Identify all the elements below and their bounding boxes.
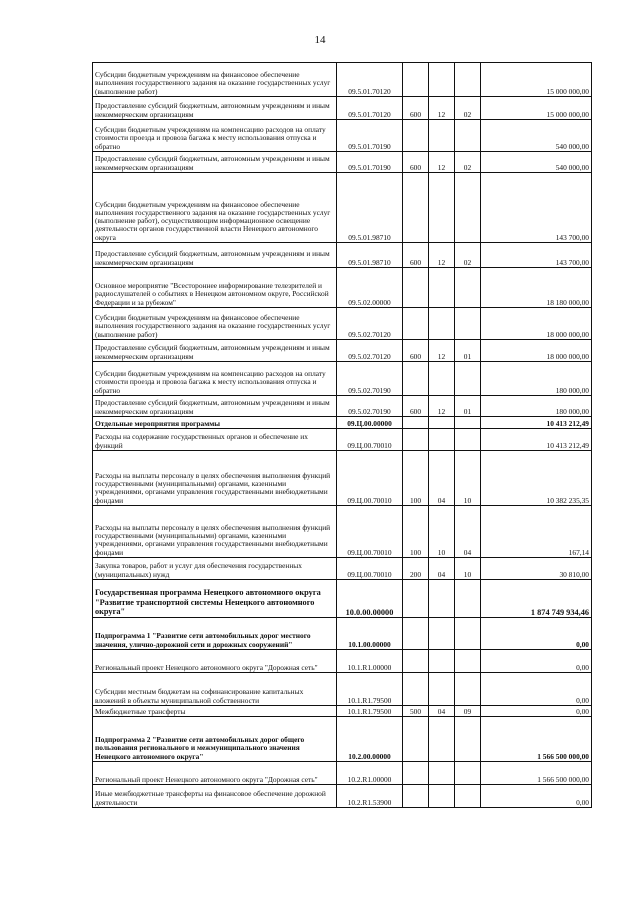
- budget-table-body: [93, 63, 592, 808]
- amount: 1 566 500 000,00: [481, 762, 592, 785]
- table-row: [93, 451, 592, 506]
- subsection-code: 09: [455, 706, 481, 717]
- section-code: [429, 362, 455, 396]
- table-row: [93, 417, 592, 429]
- amount: 15 000 000,00: [481, 97, 592, 120]
- section-code: [429, 63, 455, 97]
- expense-type-code: 600: [403, 340, 429, 362]
- table-row: [93, 717, 592, 762]
- section-code: 12: [429, 97, 455, 120]
- subsection-code: [455, 308, 481, 340]
- table-row: [93, 308, 592, 340]
- table-row: [93, 243, 592, 268]
- expense-type-code: 100: [403, 506, 429, 558]
- target-article-code: 09.5.01.70190: [337, 152, 403, 173]
- expense-name: Предоставление субсидий бюджетным, автономным учреждениям и иным некоммерческим организациям: [93, 340, 337, 362]
- subsection-code: 10: [455, 451, 481, 506]
- subsection-code: [455, 717, 481, 762]
- expense-type-code: 200: [403, 558, 429, 580]
- section-code: 12: [429, 243, 455, 268]
- section-code: 10: [429, 506, 455, 558]
- table-row: [93, 152, 592, 173]
- subsection-code: 01: [455, 340, 481, 362]
- section-code: [429, 785, 455, 808]
- subsection-code: [455, 618, 481, 650]
- section-code: [429, 417, 455, 429]
- expense-name: Основное мероприятие "Всестороннее информирование телезрителей и радиослушателей о событиях в Ненецком автономном округе, Российской Федерации и за рубежом": [93, 268, 337, 308]
- expense-name: Субсидии местным бюджетам на софинансирование капитальных вложений в объекты муниципальной собственности: [93, 673, 337, 706]
- expense-type-code: [403, 120, 429, 152]
- expense-type-code: [403, 417, 429, 429]
- section-code: [429, 429, 455, 451]
- section-code: [429, 762, 455, 785]
- table-row: [93, 785, 592, 808]
- section-code: 04: [429, 451, 455, 506]
- expense-name: Предоставление субсидий бюджетным, автономным учреждениям и иным некоммерческим организациям: [93, 152, 337, 173]
- amount: 0,00: [481, 673, 592, 706]
- expense-name: Расходы на выплаты персоналу в целях обеспечения выполнения функций государственными (муниципальными) органами, казенными учреждениями, органами управления государственными внебюджетными фондами: [93, 451, 337, 506]
- expense-name: Государственная программа Ненецкого автономного округа "Развитие транспортной системы Ненецкого автономного округа": [93, 580, 337, 618]
- amount: 0,00: [481, 706, 592, 717]
- amount: 10 413 212,49: [481, 429, 592, 451]
- amount: 10 413 212,49: [481, 417, 592, 429]
- target-article-code: 09.5.02.70190: [337, 396, 403, 417]
- expense-name: Расходы на содержание государственных органов и обеспечение их функций: [93, 429, 337, 451]
- table-row: [93, 120, 592, 152]
- subsection-code: 02: [455, 152, 481, 173]
- subsection-code: [455, 362, 481, 396]
- expense-name: Субсидии бюджетным учреждениям на финансовое обеспечение выполнения государственного задания на оказание государственных услуг (выполнение работ): [93, 63, 337, 97]
- expense-type-code: [403, 717, 429, 762]
- table-row: [93, 580, 592, 618]
- table-row: [93, 706, 592, 717]
- expense-name: Иные межбюджетные трансферты на финансовое обеспечение дорожной деятельности: [93, 785, 337, 808]
- expense-name: Субсидии бюджетным учреждениям на компенсацию расходов на оплату стоимости проезда и провоза багажа к месту использования отпуска и обратно: [93, 362, 337, 396]
- subsection-code: [455, 580, 481, 618]
- amount: 0,00: [481, 785, 592, 808]
- expense-name: Расходы на выплаты персоналу в целях обеспечения выполнения функций государственными (муниципальными) органами, казенными учреждениями, органами управления государственными внебюджетными фондами: [93, 506, 337, 558]
- target-article-code: 10.1.00.00000: [337, 618, 403, 650]
- amount: 10 382 235,35: [481, 451, 592, 506]
- target-article-code: 10.2.00.00000: [337, 717, 403, 762]
- section-code: [429, 673, 455, 706]
- subsection-code: [455, 762, 481, 785]
- table-row: [93, 396, 592, 417]
- section-code: 12: [429, 152, 455, 173]
- amount: 18 180 000,00: [481, 268, 592, 308]
- table-row: [93, 618, 592, 650]
- expense-name: Предоставление субсидий бюджетным, автономным учреждениям и иным некоммерческим организациям: [93, 243, 337, 268]
- expense-name: Предоставление субсидий бюджетным, автономным учреждениям и иным некоммерческим организациям: [93, 97, 337, 120]
- subsection-code: 10: [455, 558, 481, 580]
- expense-name: Закупка товаров, работ и услуг для обеспечения государственных (муниципальных) нужд: [93, 558, 337, 580]
- section-code: 04: [429, 558, 455, 580]
- target-article-code: 09.5.02.70120: [337, 340, 403, 362]
- amount: 143 700,00: [481, 173, 592, 243]
- expense-name: Подпрограмма 1 "Развитие сети автомобильных дорог местного значения, улично-дорожной сети и дорожных сооружений": [93, 618, 337, 650]
- section-code: [429, 618, 455, 650]
- target-article-code: 10.2.R1.53900: [337, 785, 403, 808]
- subsection-code: 02: [455, 243, 481, 268]
- table-row: [93, 63, 592, 97]
- expense-name: Предоставление субсидий бюджетным, автономным учреждениям и иным некоммерческим организациям: [93, 396, 337, 417]
- expense-name: Подпрограмма 2 "Развитие сети автомобильных дорог общего пользования регионального и межмуниципального значения Ненецкого автономного округа": [93, 717, 337, 762]
- target-article-code: 09.5.02.70190: [337, 362, 403, 396]
- target-article-code: 09.5.01.70120: [337, 97, 403, 120]
- table-row: [93, 429, 592, 451]
- target-article-code: 09.5.02.00000: [337, 268, 403, 308]
- table-row: [93, 173, 592, 243]
- expense-type-code: [403, 268, 429, 308]
- subsection-code: [455, 429, 481, 451]
- expense-name: Региональный проект Ненецкого автономного округа "Дорожная сеть": [93, 762, 337, 785]
- expense-name: Отдельные мероприятия программы: [93, 417, 337, 429]
- expense-name: Субсидии бюджетным учреждениям на финансовое обеспечение выполнения государственного задания на оказание государственных услуг (выполнение работ), осуществляющим информационное освещение деятельности органов государственной власти Ненецкого автономного округа: [93, 173, 337, 243]
- amount: 540 000,00: [481, 120, 592, 152]
- target-article-code: 10.2.R1.00000: [337, 762, 403, 785]
- amount: 18 000 000,00: [481, 340, 592, 362]
- subsection-code: 02: [455, 97, 481, 120]
- section-code: 04: [429, 706, 455, 717]
- subsection-code: [455, 63, 481, 97]
- amount: 143 700,00: [481, 243, 592, 268]
- amount: 1 874 749 934,46: [481, 580, 592, 618]
- target-article-code: 10.1.R1.79500: [337, 706, 403, 717]
- section-code: [429, 717, 455, 762]
- section-code: [429, 268, 455, 308]
- target-article-code: 09.5.02.70120: [337, 308, 403, 340]
- amount: 167,14: [481, 506, 592, 558]
- expense-type-code: 500: [403, 706, 429, 717]
- table-row: [93, 362, 592, 396]
- subsection-code: 01: [455, 396, 481, 417]
- target-article-code: 09.Ц.00.70010: [337, 429, 403, 451]
- section-code: 12: [429, 340, 455, 362]
- expense-type-code: [403, 673, 429, 706]
- target-article-code: 09.Ц.00.70010: [337, 558, 403, 580]
- amount: 1 566 500 000,00: [481, 717, 592, 762]
- subsection-code: [455, 650, 481, 673]
- table-row: [93, 558, 592, 580]
- subsection-code: [455, 417, 481, 429]
- amount: 180 000,00: [481, 396, 592, 417]
- expense-type-code: 600: [403, 243, 429, 268]
- subsection-code: 04: [455, 506, 481, 558]
- target-article-code: 09.Ц.00.70010: [337, 451, 403, 506]
- section-code: [429, 650, 455, 673]
- expense-type-code: [403, 308, 429, 340]
- amount: 30 810,00: [481, 558, 592, 580]
- section-code: [429, 120, 455, 152]
- section-code: 12: [429, 396, 455, 417]
- expense-name: Межбюджетные трансферты: [93, 706, 337, 717]
- expense-type-code: [403, 173, 429, 243]
- section-code: [429, 308, 455, 340]
- expense-name: Субсидии бюджетным учреждениям на финансовое обеспечение выполнения государственного задания на оказание государственных услуг (выполнение работ): [93, 308, 337, 340]
- subsection-code: [455, 785, 481, 808]
- expense-type-code: 600: [403, 97, 429, 120]
- table-row: [93, 506, 592, 558]
- subsection-code: [455, 120, 481, 152]
- amount: 18 000 000,00: [481, 308, 592, 340]
- expense-type-code: 100: [403, 451, 429, 506]
- expense-type-code: [403, 580, 429, 618]
- expense-type-code: [403, 429, 429, 451]
- target-article-code: 09.5.01.98710: [337, 243, 403, 268]
- subsection-code: [455, 268, 481, 308]
- target-article-code: 09.5.01.70190: [337, 120, 403, 152]
- expense-name: Региональный проект Ненецкого автономного округа "Дорожная сеть": [93, 650, 337, 673]
- section-code: [429, 580, 455, 618]
- expense-type-code: [403, 362, 429, 396]
- table-row: [93, 762, 592, 785]
- budget-table: [92, 62, 592, 808]
- section-code: [429, 173, 455, 243]
- table-row: [93, 268, 592, 308]
- target-article-code: 09.Ц.00.00000: [337, 417, 403, 429]
- expense-type-code: [403, 785, 429, 808]
- page-number: 14: [314, 34, 326, 46]
- expense-type-code: 600: [403, 152, 429, 173]
- table-row: [93, 340, 592, 362]
- expense-type-code: [403, 650, 429, 673]
- subsection-code: [455, 173, 481, 243]
- table-row: [93, 650, 592, 673]
- amount: 180 000,00: [481, 362, 592, 396]
- expense-type-code: 600: [403, 396, 429, 417]
- expense-name: Субсидии бюджетным учреждениям на компенсацию расходов на оплату стоимости проезда и провоза багажа к месту использования отпуска и обратно: [93, 120, 337, 152]
- amount: 0,00: [481, 650, 592, 673]
- expense-type-code: [403, 63, 429, 97]
- target-article-code: 09.5.01.98710: [337, 173, 403, 243]
- target-article-code: 09.5.01.70120: [337, 63, 403, 97]
- target-article-code: 10.1.R1.00000: [337, 650, 403, 673]
- table-row: [93, 97, 592, 120]
- amount: 15 000 000,00: [481, 63, 592, 97]
- expense-type-code: [403, 762, 429, 785]
- target-article-code: 09.Ц.00.70010: [337, 506, 403, 558]
- subsection-code: [455, 673, 481, 706]
- amount: 0,00: [481, 618, 592, 650]
- table-row: [93, 673, 592, 706]
- target-article-code: 10.0.00.00000: [337, 580, 403, 618]
- amount: 540 000,00: [481, 152, 592, 173]
- target-article-code: 10.1.R1.79500: [337, 673, 403, 706]
- expense-type-code: [403, 618, 429, 650]
